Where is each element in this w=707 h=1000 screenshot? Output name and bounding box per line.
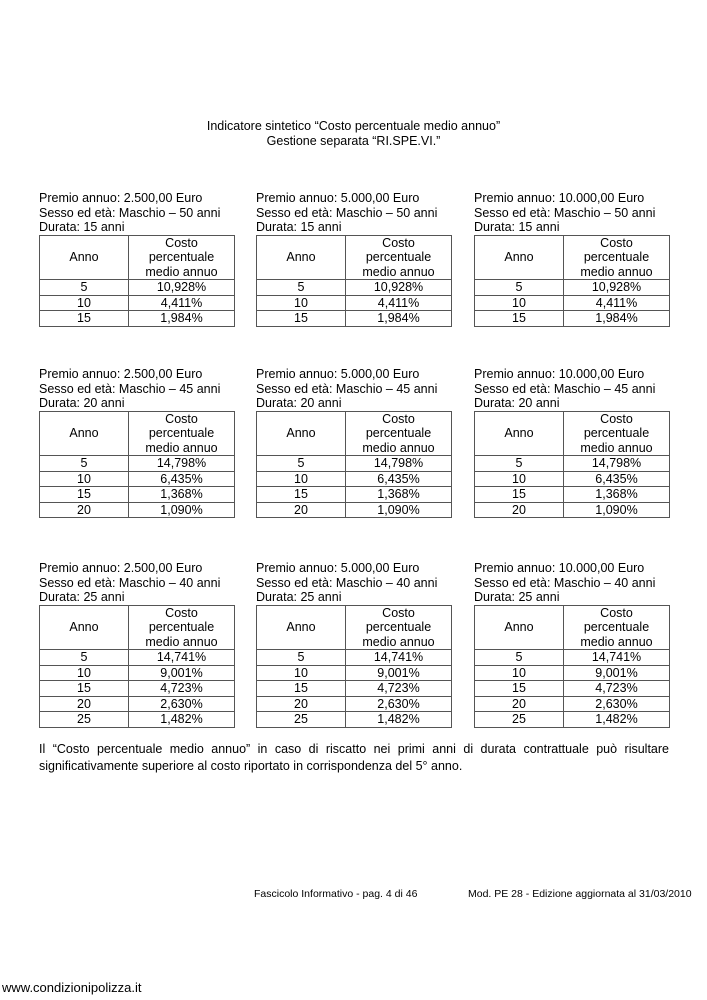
cell-anno: 10: [257, 665, 346, 681]
cell-anno: 5: [257, 456, 346, 472]
header-costo-line: Costo: [600, 235, 633, 250]
table-row: [475, 681, 670, 697]
cell-costo: 1,482%: [129, 712, 235, 728]
table-row: [40, 665, 235, 681]
header-costo: [564, 605, 670, 650]
header-costo-line: medio annuo: [145, 440, 218, 455]
table-row: [475, 471, 670, 487]
cell-anno: 5: [257, 280, 346, 296]
sesso-eta-label: Sesso ed età: Maschio – 45 anni: [256, 381, 438, 396]
cell-anno: 25: [40, 712, 129, 728]
table-header-row: [475, 411, 670, 456]
header-anno: Anno: [40, 235, 129, 280]
cell-anno: 10: [40, 471, 129, 487]
cell-costo: 4,411%: [564, 295, 670, 311]
document-title: [0, 119, 707, 149]
cost-block: [256, 367, 456, 518]
cell-anno: 20: [475, 696, 564, 712]
cell-anno: 10: [257, 471, 346, 487]
table-row: [475, 311, 670, 327]
sesso-eta-label: Sesso ed età: Maschio – 50 anni: [256, 205, 438, 220]
header-anno: Anno: [475, 411, 564, 456]
cell-costo: 4,723%: [129, 681, 235, 697]
premio-label: Premio annuo: 2.500,00 Euro: [39, 367, 203, 381]
header-costo-line: percentuale: [365, 620, 432, 634]
cell-costo: 1,090%: [346, 502, 452, 518]
premio-label: Premio annuo: 5.000,00 Euro: [256, 367, 420, 381]
cell-costo: 4,411%: [129, 295, 235, 311]
cell-costo: 9,001%: [346, 665, 452, 681]
durata-label: Durata: 25 anni: [39, 590, 125, 604]
header-costo-line: Costo: [382, 411, 415, 426]
header-costo-line: Costo: [165, 235, 198, 250]
cost-table: [39, 605, 235, 728]
header-costo-line: percentuale: [583, 620, 650, 634]
sesso-eta-label: Sesso ed età: Maschio – 40 anni: [256, 575, 438, 590]
cost-block: [256, 561, 456, 728]
table-row: [257, 471, 452, 487]
table-header-row: [475, 235, 670, 280]
cell-costo: 1,368%: [346, 487, 452, 503]
cell-anno: 15: [40, 681, 129, 697]
table-row: [257, 295, 452, 311]
footer-edition: Mod. PE 28 - Edizione aggiornata al 31/03/2010: [468, 888, 692, 900]
website-link[interactable]: www.condizionipolizza.it: [2, 980, 142, 995]
header-anno: Anno: [475, 605, 564, 650]
cell-costo: 4,723%: [346, 681, 452, 697]
cell-costo: 1,090%: [564, 502, 670, 518]
premio-label: Premio annuo: 5.000,00 Euro: [256, 561, 420, 575]
header-anno: Anno: [40, 605, 129, 650]
header-costo-line: medio annuo: [362, 264, 435, 279]
table-row: [257, 665, 452, 681]
header-costo-line: Costo: [600, 411, 633, 426]
cell-costo: 14,741%: [346, 650, 452, 666]
header-costo-line: percentuale: [365, 426, 432, 440]
cell-anno: 15: [40, 311, 129, 327]
title-line-2: Gestione separata “RI.SPE.VI.”: [266, 134, 441, 148]
cell-costo: 10,928%: [346, 280, 452, 296]
table-row: [475, 712, 670, 728]
header-costo-line: Costo: [382, 235, 415, 250]
cell-costo: 1,368%: [129, 487, 235, 503]
header-costo-line: percentuale: [148, 250, 215, 264]
table-row: [40, 712, 235, 728]
table-row: [475, 650, 670, 666]
cell-costo: 14,798%: [346, 456, 452, 472]
cost-table: [474, 235, 670, 327]
table-header-row: [475, 605, 670, 650]
cell-costo: 1,984%: [129, 311, 235, 327]
cell-anno: 15: [475, 311, 564, 327]
header-costo-line: percentuale: [365, 250, 432, 264]
durata-label: Durata: 20 anni: [474, 396, 560, 410]
cell-costo: 6,435%: [346, 471, 452, 487]
table-header-row: [257, 411, 452, 456]
durata-label: Durata: 15 anni: [39, 220, 125, 234]
title-line-1: Indicatore sintetico “Costo percentuale medio annuo”: [206, 119, 501, 133]
cell-anno: 20: [475, 502, 564, 518]
cell-costo: 1,984%: [564, 311, 670, 327]
cell-costo: 14,798%: [129, 456, 235, 472]
table-row: [40, 502, 235, 518]
cost-block: [474, 367, 674, 518]
table-row: [257, 712, 452, 728]
durata-label: Durata: 25 anni: [474, 590, 560, 604]
table-row: [257, 696, 452, 712]
table-row: [40, 471, 235, 487]
table-row: [475, 280, 670, 296]
header-costo: [129, 411, 235, 456]
sesso-eta-label: Sesso ed età: Maschio – 45 anni: [474, 381, 656, 396]
header-anno: Anno: [257, 605, 346, 650]
header-costo-line: percentuale: [148, 426, 215, 440]
table-row: [475, 502, 670, 518]
header-anno: Anno: [257, 411, 346, 456]
premio-label: Premio annuo: 10.000,00 Euro: [474, 191, 645, 205]
cell-anno: 5: [257, 650, 346, 666]
note-line-1: Il “Costo percentuale medio annuo” in caso di riscatto nei primi anni di durata contrattuale può risultare: [39, 742, 669, 756]
cost-table: [256, 235, 452, 327]
cell-anno: 5: [475, 456, 564, 472]
cost-block: [256, 191, 456, 327]
header-costo: [129, 605, 235, 650]
cell-anno: 20: [40, 502, 129, 518]
cell-anno: 10: [475, 665, 564, 681]
cell-costo: 10,928%: [129, 280, 235, 296]
premio-label: Premio annuo: 2.500,00 Euro: [39, 561, 203, 575]
cell-costo: 10,928%: [564, 280, 670, 296]
cell-anno: 25: [475, 712, 564, 728]
cell-anno: 10: [257, 295, 346, 311]
header-anno: Anno: [257, 235, 346, 280]
table-row: [475, 487, 670, 503]
cost-block: [474, 561, 674, 728]
note-line-2: significativamente superiore al costo riportato in corrispondenza del 5° anno.: [39, 759, 463, 773]
footer-page-info: Fascicolo Informativo - pag. 4 di 46: [254, 888, 418, 900]
cell-costo: 1,482%: [346, 712, 452, 728]
table-row: [40, 311, 235, 327]
header-costo-line: medio annuo: [145, 634, 218, 649]
header-costo: [346, 411, 452, 456]
table-row: [40, 650, 235, 666]
header-costo-line: Costo: [600, 605, 633, 620]
cell-anno: 5: [475, 280, 564, 296]
header-costo: [346, 605, 452, 650]
cell-costo: 9,001%: [129, 665, 235, 681]
table-row: [257, 502, 452, 518]
table-header-row: [257, 605, 452, 650]
cost-table: [256, 605, 452, 728]
cell-anno: 20: [40, 696, 129, 712]
table-row: [40, 295, 235, 311]
header-costo: [346, 235, 452, 280]
table-row: [257, 681, 452, 697]
table-header-row: [257, 235, 452, 280]
cell-anno: 5: [40, 280, 129, 296]
cell-costo: 2,630%: [564, 696, 670, 712]
table-row: [475, 696, 670, 712]
durata-label: Durata: 20 anni: [256, 396, 342, 410]
cell-anno: 10: [475, 471, 564, 487]
cell-anno: 15: [257, 311, 346, 327]
cost-table: [256, 411, 452, 519]
table-row: [475, 456, 670, 472]
cell-costo: 14,741%: [564, 650, 670, 666]
table-row: [40, 487, 235, 503]
table-row: [257, 280, 452, 296]
cell-anno: 15: [257, 681, 346, 697]
header-costo-line: medio annuo: [362, 634, 435, 649]
cell-costo: 2,630%: [129, 696, 235, 712]
header-costo-line: percentuale: [583, 250, 650, 264]
cell-costo: 6,435%: [129, 471, 235, 487]
durata-label: Durata: 25 anni: [256, 590, 342, 604]
sesso-eta-label: Sesso ed età: Maschio – 45 anni: [39, 381, 221, 396]
cost-table: [39, 235, 235, 327]
cost-table: [474, 411, 670, 519]
cost-table: [474, 605, 670, 728]
premio-label: Premio annuo: 2.500,00 Euro: [39, 191, 203, 205]
table-row: [257, 487, 452, 503]
cell-anno: 10: [475, 295, 564, 311]
cell-anno: 5: [475, 650, 564, 666]
table-header-row: [40, 411, 235, 456]
table-row: [475, 295, 670, 311]
cell-anno: 10: [40, 665, 129, 681]
cell-costo: 4,723%: [564, 681, 670, 697]
sesso-eta-label: Sesso ed età: Maschio – 40 anni: [39, 575, 221, 590]
premio-label: Premio annuo: 10.000,00 Euro: [474, 561, 645, 575]
sesso-eta-label: Sesso ed età: Maschio – 50 anni: [39, 205, 221, 220]
cell-anno: 15: [40, 487, 129, 503]
cell-anno: 25: [257, 712, 346, 728]
cell-costo: 1,984%: [346, 311, 452, 327]
cell-costo: 6,435%: [564, 471, 670, 487]
cost-table: [39, 411, 235, 519]
header-costo-line: Costo: [165, 605, 198, 620]
cell-anno: 15: [257, 487, 346, 503]
premio-label: Premio annuo: 5.000,00 Euro: [256, 191, 420, 205]
cell-anno: 10: [40, 295, 129, 311]
header-costo-line: percentuale: [148, 620, 215, 634]
cell-costo: 9,001%: [564, 665, 670, 681]
cell-costo: 1,368%: [564, 487, 670, 503]
sesso-eta-label: Sesso ed età: Maschio – 50 anni: [474, 205, 656, 220]
cell-anno: 20: [257, 696, 346, 712]
sesso-eta-label: Sesso ed età: Maschio – 40 anni: [474, 575, 656, 590]
durata-label: Durata: 15 anni: [256, 220, 342, 234]
cell-costo: 14,741%: [129, 650, 235, 666]
cell-costo: 4,411%: [346, 295, 452, 311]
header-costo-line: medio annuo: [580, 634, 653, 649]
table-row: [40, 456, 235, 472]
header-costo-line: Costo: [382, 605, 415, 620]
cell-anno: 5: [40, 456, 129, 472]
cell-costo: 1,090%: [129, 502, 235, 518]
header-costo-line: medio annuo: [362, 440, 435, 455]
cell-costo: 1,482%: [564, 712, 670, 728]
cell-anno: 15: [475, 681, 564, 697]
header-costo: [564, 235, 670, 280]
cell-anno: 20: [257, 502, 346, 518]
premio-label: Premio annuo: 10.000,00 Euro: [474, 367, 645, 381]
cell-anno: 5: [40, 650, 129, 666]
header-costo: [564, 411, 670, 456]
cost-block: [39, 367, 239, 518]
header-anno: Anno: [40, 411, 129, 456]
header-costo-line: medio annuo: [580, 440, 653, 455]
table-row: [257, 456, 452, 472]
cell-costo: 2,630%: [346, 696, 452, 712]
table-row: [40, 696, 235, 712]
cost-block: [474, 191, 674, 327]
header-anno: Anno: [475, 235, 564, 280]
durata-label: Durata: 15 anni: [474, 220, 560, 234]
cell-anno: 15: [475, 487, 564, 503]
header-costo-line: percentuale: [583, 426, 650, 440]
header-costo-line: medio annuo: [580, 264, 653, 279]
table-row: [257, 650, 452, 666]
header-costo: [129, 235, 235, 280]
header-costo-line: medio annuo: [145, 264, 218, 279]
header-costo-line: Costo: [165, 411, 198, 426]
cost-block: [39, 561, 239, 728]
cell-costo: 14,798%: [564, 456, 670, 472]
table-row: [257, 311, 452, 327]
table-row: [40, 280, 235, 296]
table-row: [475, 665, 670, 681]
table-header-row: [40, 235, 235, 280]
table-row: [40, 681, 235, 697]
cost-block: [39, 191, 239, 327]
note-paragraph: [39, 741, 669, 775]
table-header-row: [40, 605, 235, 650]
durata-label: Durata: 20 anni: [39, 396, 125, 410]
